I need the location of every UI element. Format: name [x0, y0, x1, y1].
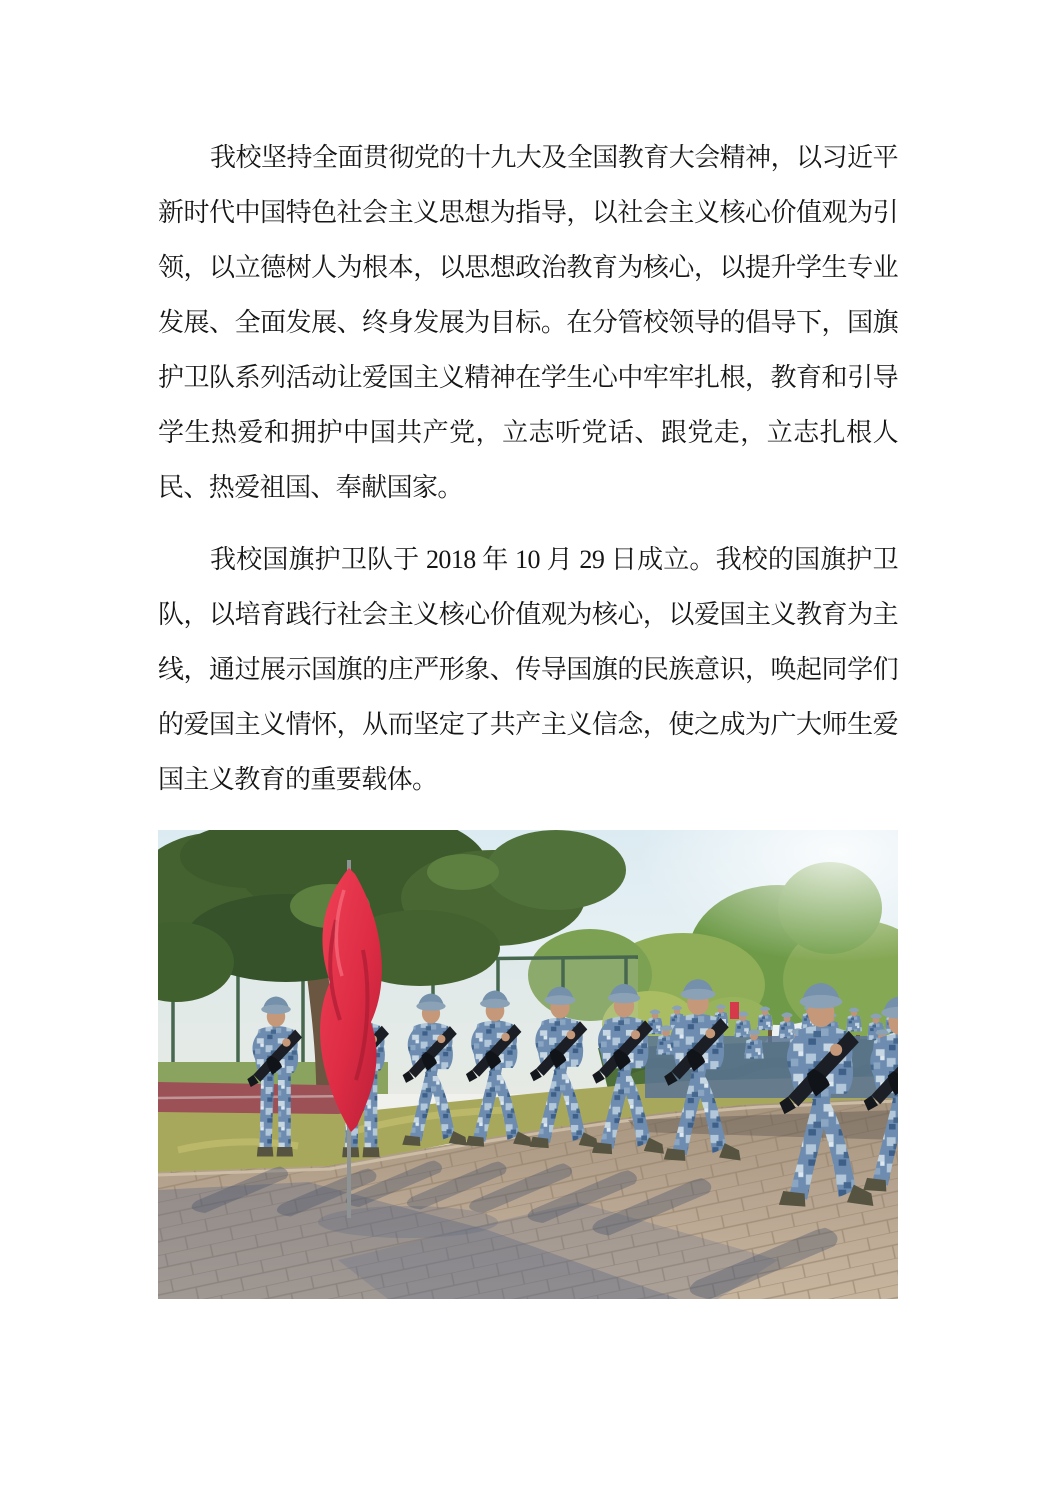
- paragraph-2: 我校国旗护卫队于 2018 年 10 月 29 日成立。我校的国旗护卫队，以培育践行社会主义核心价值观为核心，以爱国主义教育为主线，通过展示国旗的庄严形象、传导国旗的民族意识，唤起同学们的爱国主义情怀，从而坚定了共产主义信念，使之成为广大师生爱国主义教育的重要载体。: [158, 545, 898, 794]
- photo-flag-guard-march: [158, 830, 898, 1299]
- sun-glare: [498, 830, 898, 1050]
- paragraph-1: 我校坚持全面贯彻党的十九大及全国教育大会精神，以习近平新时代中国特色社会主义思想为指导，以社会主义核心价值观为引领，以立德树人为根本，以思想政治教育为核心，以提升学生专业发展、全面发展、终身发展为目标。在分管校领导的倡导下，国旗护卫队系列活动让爱国主义精神在学生心中牢牢扎根，教育和引导学生热爱和拥护中国共产党，立志听党话、跟党走，立志扎根人民、热爱祖国、奉献国家。: [158, 143, 898, 502]
- body-text: [158, 130, 898, 807]
- photo-illustration: [158, 830, 898, 1299]
